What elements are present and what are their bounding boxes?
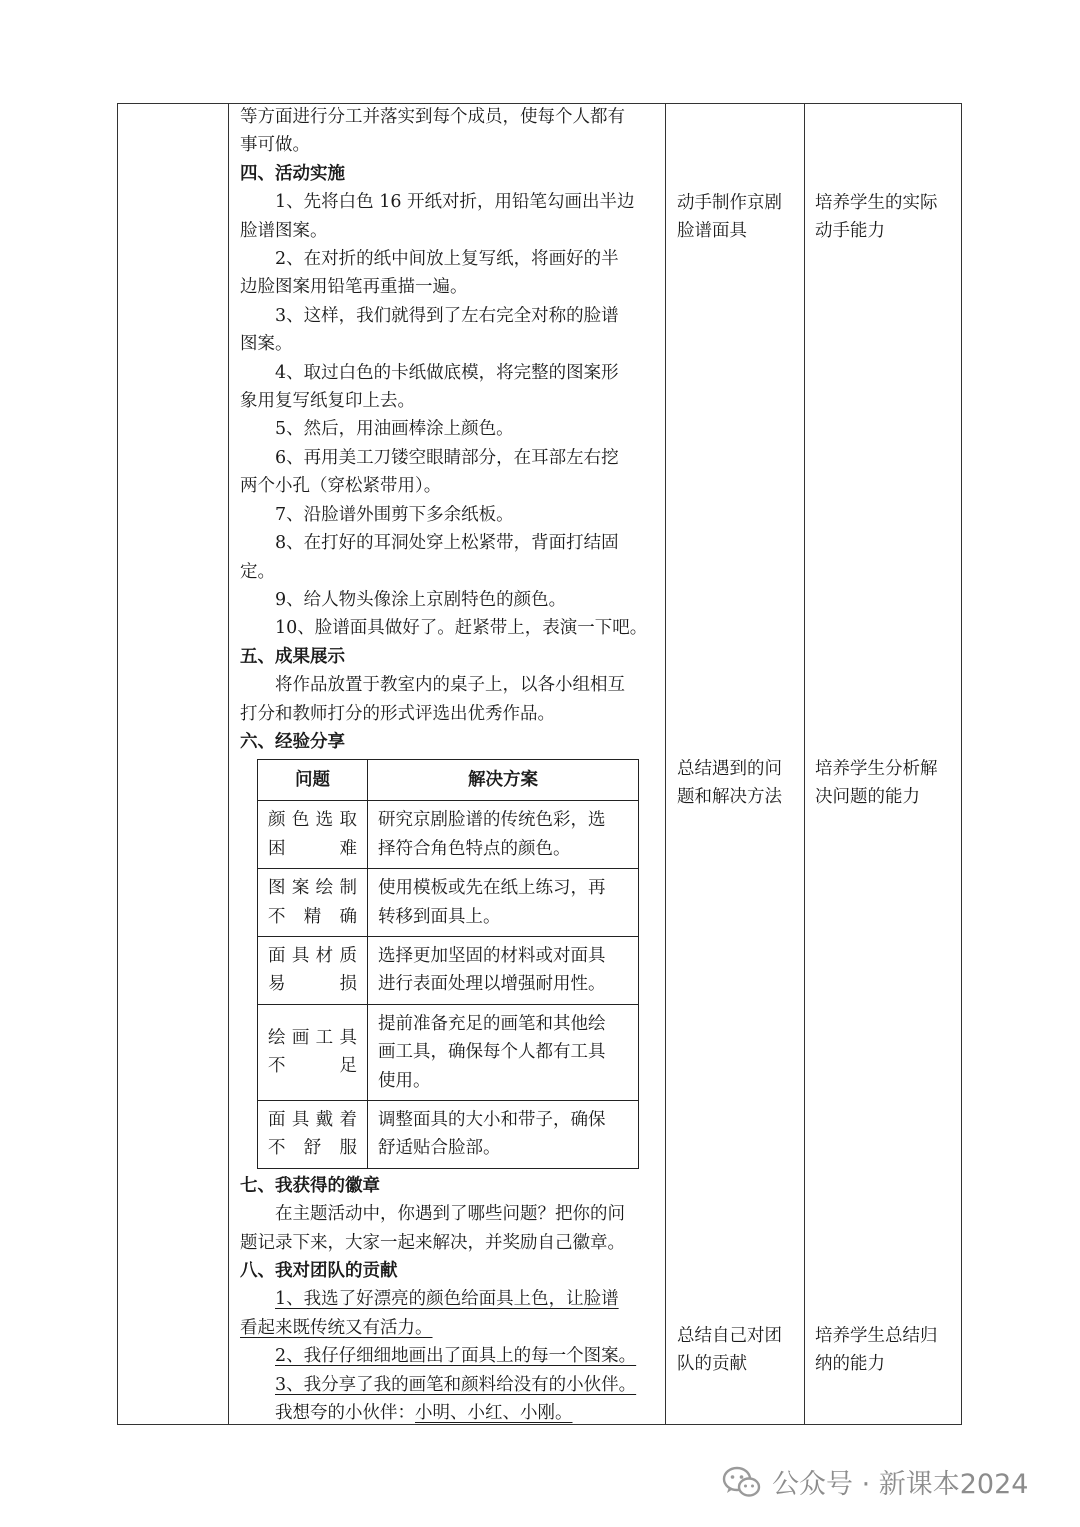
- column-divider: [804, 103, 805, 1425]
- problem-cell: 绘画工具 不足: [258, 1004, 368, 1100]
- solution-cell: 研究京剧脸谱的传统色彩，选 择符合角色特点的颜色。: [368, 801, 639, 869]
- header-solution: 解决方案: [368, 760, 639, 801]
- header-problem: 问题: [258, 760, 368, 801]
- section-7-title: 七、我获得的徽章: [240, 1175, 380, 1196]
- contribution-1: 1、我选了好漂亮的颜色给面具上色，让脸谱 看起来既传统又有活力。: [240, 1289, 619, 1338]
- table-row: [258, 1101, 639, 1169]
- solution-cell: 调整面具的大小和带子，确保 舒适贴合脸部。: [368, 1101, 639, 1169]
- column-divider: [665, 103, 666, 1425]
- table-row: [258, 1004, 639, 1100]
- step-1: 1、先将白色 16 开纸对折，用铅笔勾画出半边 脸谱图案。: [240, 192, 635, 241]
- ability-block-practical: 培养学生的实际 动手能力: [815, 193, 938, 242]
- column-divider: [228, 103, 229, 1425]
- contribution-2: 2、我仔仔细细地画出了面具上的每一个图案。: [275, 1346, 637, 1367]
- step-10: 10、脸谱面具做好了。赶紧带上，表演一下吧。: [275, 618, 648, 639]
- step-3: 3、这样，我们就得到了左右完全对称的脸谱 图案。: [240, 305, 619, 355]
- solution-cell: 选择更加坚固的材料或对面具 进行表面处理以增强耐用性。: [368, 936, 639, 1004]
- step-9: 9、给人物头像涂上京剧特色的颜色。: [275, 589, 567, 610]
- goal-block-team-contribution: 总结自己对团 队的贡献: [677, 1326, 782, 1375]
- table-header-row: [258, 760, 639, 801]
- section-6-title: 六、经验分享: [240, 731, 345, 752]
- ability-block-summary: 培养学生总结归 纳的能力: [815, 1326, 938, 1375]
- goal-block-make-mask: 动手制作京剧 脸谱面具: [677, 193, 782, 242]
- step-6: 6、再用美工刀镂空眼睛部分，在耳部左右挖 两个小孔（穿松紧带用）。: [240, 447, 619, 497]
- section-4-title: 四、活动实施: [240, 163, 345, 184]
- activity-content: [240, 103, 658, 1427]
- step-2: 2、在对折的纸中间放上复写纸，将画好的半 边脸图案用铅笔再重描一遍。: [240, 249, 619, 298]
- watermark-text: 公众号 · 新课本2024: [772, 1469, 1029, 1500]
- table-row: [258, 869, 639, 937]
- problem-cell: 面具戴着 不舒服: [258, 1101, 368, 1169]
- section-8-title: 八、我对团队的贡献: [240, 1261, 398, 1282]
- contribution-3: 3、我分享了我的画笔和颜料给没有的小伙伴。: [275, 1374, 637, 1395]
- problem-solution-table: [257, 759, 639, 1168]
- problem-cell: 面具材质 易损: [258, 936, 368, 1004]
- praise-line: 我想夸的小伙伴：小明、小红、小刚。: [275, 1403, 573, 1424]
- wechat-icon: [722, 1465, 762, 1499]
- section-7-text: 在主题活动中，你遇到了哪些问题？把你的问 题记录下来，大家一起来解决，并奖励自己徽章。: [240, 1204, 625, 1253]
- watermark: [722, 1462, 1028, 1501]
- step-5: 5、然后，用油画棒涂上颜色。: [275, 419, 514, 440]
- solution-cell: 提前准备充足的画笔和其他绘 画工具，确保每个人都有工具 使用。: [368, 1004, 639, 1100]
- step-7: 7、沿脸谱外围剪下多余纸板。: [275, 504, 514, 525]
- section-5-title: 五、成果展示: [240, 646, 345, 667]
- solution-cell: 使用模板或先在纸上练习，再 转移到面具上。: [368, 869, 639, 937]
- table-row: [258, 936, 639, 1004]
- step-4: 4、取过白色的卡纸做底模，将完整的图案形 象用复写纸复印上去。: [240, 362, 619, 412]
- goal-block-summarize-problems: 总结遇到的问 题和解决方法: [677, 759, 782, 808]
- intro-text: 等方面进行分工并落实到每个成员，使每个人都有 事可做。: [240, 107, 625, 156]
- problem-cell: 图案绘制 不精确: [258, 869, 368, 937]
- problem-cell: 颜色选取 困难: [258, 801, 368, 869]
- table-row: [258, 801, 639, 869]
- step-8: 8、在打好的耳洞处穿上松紧带，背面打结固 定。: [240, 533, 619, 582]
- ability-block-analysis: 培养学生分析解 决问题的能力: [815, 759, 938, 808]
- section-5-text: 将作品放置于教室内的桌子上，以各小组相互 打分和教师打分的形式评选出优秀作品。: [240, 675, 625, 724]
